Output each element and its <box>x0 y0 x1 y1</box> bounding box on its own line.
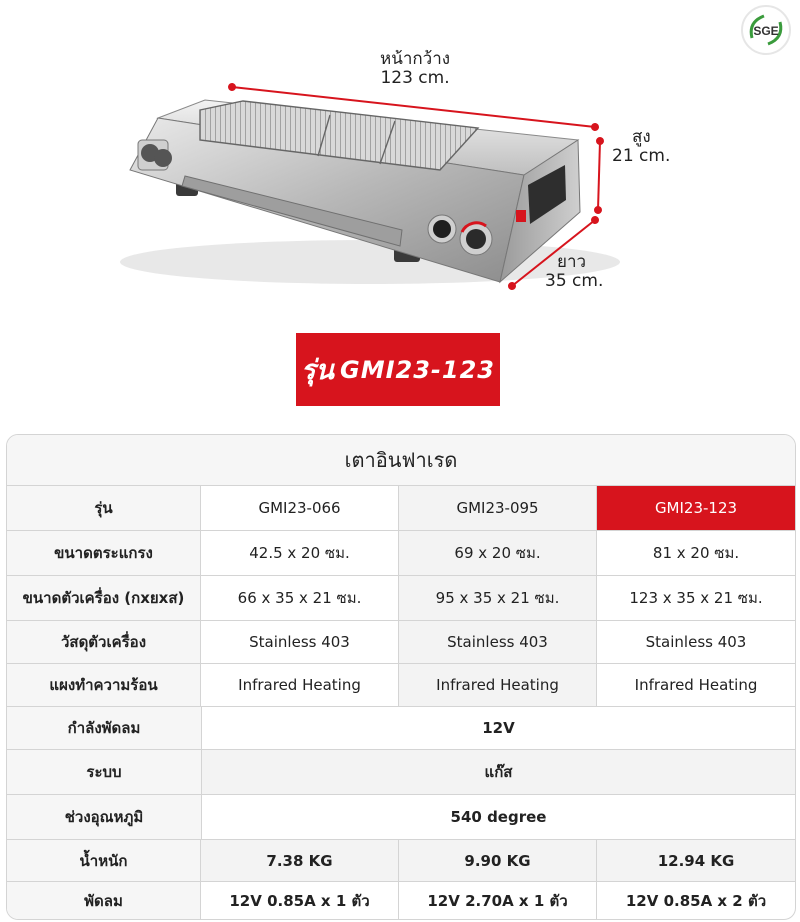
height-label-text: สูง <box>632 127 651 147</box>
table-cell: Infrared Heating <box>399 664 597 706</box>
banner-model-code: GMI23-123 <box>340 355 495 384</box>
table-cell: 95 x 35 x 21 ซม. <box>399 576 597 620</box>
table-cell: 69 x 20 ซม. <box>399 531 597 575</box>
table-row <box>7 664 795 707</box>
row-label: น้ำหนัก <box>7 840 201 881</box>
table-row-span <box>7 707 795 750</box>
table-cell-span: แก๊ส <box>202 750 795 794</box>
row-label: ขนาดตระแกรง <box>7 531 201 575</box>
table-row <box>7 840 795 882</box>
table-cell-span: 12V <box>482 719 515 737</box>
table-cell: 12V 0.85A x 2 ตัว <box>625 892 767 910</box>
spec-table <box>6 434 796 920</box>
table-row-span <box>7 750 795 795</box>
table-cell: Stainless 403 <box>645 633 747 651</box>
table-cell: 12.94 KG <box>597 840 795 881</box>
brand-logo <box>741 5 791 55</box>
height-dimension-line <box>598 141 600 210</box>
table-row-span <box>7 795 795 840</box>
row-label: แผงทำความร้อน <box>7 664 201 706</box>
logo-text: SGE <box>753 24 779 38</box>
table-row-model <box>7 486 795 531</box>
height-value-text: 21 cm. <box>612 146 671 166</box>
table-title: เตาอินฟาเรด <box>7 435 795 486</box>
table-cell: 81 x 20 ซม. <box>652 544 740 562</box>
row-label: ช่วงอุณหภูมิ <box>7 795 202 839</box>
left-knobs <box>138 140 172 170</box>
model-banner <box>296 333 500 406</box>
table-row <box>7 882 795 920</box>
table-row <box>7 576 795 621</box>
leaf-logo-icon <box>744 8 788 52</box>
table-cell: 12V 0.85A x 1 ตัว <box>201 882 399 920</box>
row-label: ขนาดตัวเครื่อง (กxยxส) <box>7 576 201 620</box>
table-cell: 42.5 x 20 ซม. <box>201 531 399 575</box>
model-cell-highlighted: GMI23-123 <box>597 486 795 530</box>
width-label-text: หน้ากว้าง <box>380 49 451 69</box>
table-cell: 12V 2.70A x 1 ตัว <box>399 882 597 920</box>
length-dimension-label <box>545 253 603 291</box>
power-switch <box>516 210 526 222</box>
table-cell: 66 x 35 x 21 ซม. <box>201 576 399 620</box>
width-dimension-label <box>380 50 450 88</box>
table-row <box>7 531 795 576</box>
row-label: พัดลม <box>7 882 201 920</box>
table-cell: Stainless 403 <box>201 621 399 663</box>
table-cell: Infrared Heating <box>201 664 399 706</box>
table-cell: 9.90 KG <box>399 840 597 881</box>
table-cell: Infrared Heating <box>634 676 758 694</box>
row-label: กำลังพัดลม <box>7 707 202 749</box>
row-label: วัสดุตัวเครื่อง <box>7 621 201 663</box>
table-cell: 7.38 KG <box>201 840 399 881</box>
length-label-text: ยาว <box>557 252 587 272</box>
table-cell: Stainless 403 <box>399 621 597 663</box>
table-cell: 123 x 35 x 21 ซม. <box>629 589 763 607</box>
banner-prefix: รุ่น <box>301 355 334 386</box>
height-dimension-label <box>612 128 670 166</box>
table-row <box>7 621 795 664</box>
length-value-text: 35 cm. <box>545 271 604 291</box>
row-label: รุ่น <box>7 486 201 530</box>
width-value-text: 123 cm. <box>380 68 450 88</box>
row-label: ระบบ <box>7 750 202 794</box>
product-hero <box>0 0 800 330</box>
model-cell: GMI23-066 <box>201 486 399 530</box>
model-cell: GMI23-095 <box>399 486 597 530</box>
table-cell-span: 540 degree <box>450 808 547 826</box>
